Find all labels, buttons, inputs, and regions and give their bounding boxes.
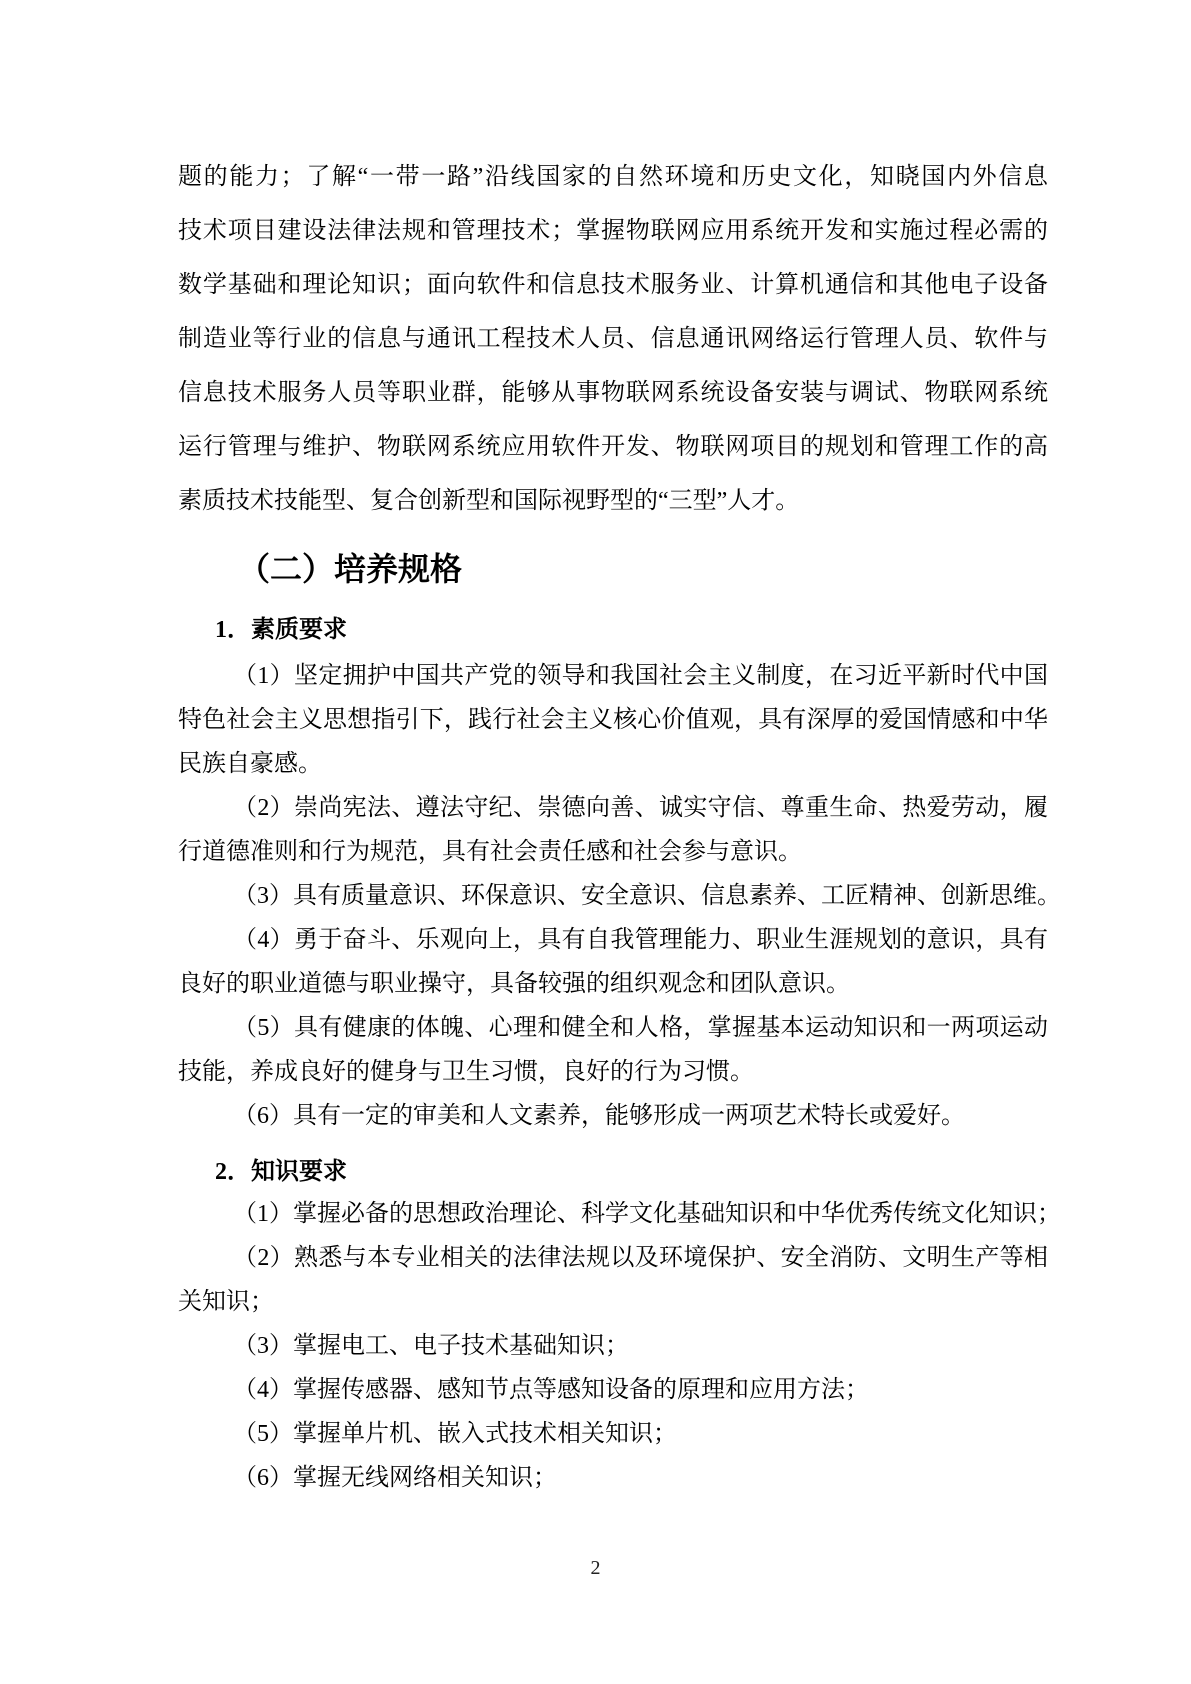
quality-requirements-list [178, 654, 1061, 1138]
page-number: 2 [590, 1557, 601, 1579]
text-line: 素质技术技能型、复合创新型和国际视野型的“三型”人才。 [178, 488, 800, 514]
text-line: 题的能力；了解“一带一路”沿线国家的自然环境和历史文化，知晓国内外信息 [178, 164, 1048, 190]
text-line: 技能，养成良好的健身与卫生习惯，良好的行为习惯。 [178, 1059, 754, 1085]
paragraph [178, 786, 1048, 874]
paragraph [178, 1192, 1061, 1236]
subsection-heading-quality-requirements: 1．素质要求 [215, 617, 347, 643]
text-line: 良好的职业道德与职业操守，具备较强的组织观念和团队意识。 [178, 971, 850, 997]
paragraph [178, 918, 1048, 1006]
text-line: 制造业等行业的信息与通讯工程技术人员、信息通讯网络运行管理人员、软件与 [178, 326, 1048, 352]
text-line: 技术项目建设法律法规和管理技术；掌握物联网应用系统开发和实施过程必需的 [178, 218, 1048, 244]
text-line: （3）掌握电工、电子技术基础知识； [233, 1333, 629, 1359]
text-line: （2）崇尚宪法、遵法守纪、崇德向善、诚实守信、尊重生命、热爱劳动，履 [233, 795, 1048, 821]
document-content [178, 0, 1061, 1500]
knowledge-requirements-list [178, 1192, 1061, 1500]
text-line: （3）具有质量意识、环保意识、安全意识、信息素养、工匠精神、创新思维。 [233, 883, 1061, 909]
paragraph [178, 874, 1061, 918]
paragraph [178, 150, 1048, 528]
paragraph [178, 1094, 1048, 1138]
text-line: （4）勇于奋斗、乐观向上，具有自我管理能力、职业生涯规划的意识，具有 [233, 927, 1048, 953]
text-line: （2）熟悉与本专业相关的法律法规以及环境保护、安全消防、文明生产等相 [233, 1245, 1048, 1271]
intro-paragraph [178, 150, 1048, 528]
text-line: 关知识； [178, 1289, 274, 1315]
text-line: （6）掌握无线网络相关知识； [233, 1465, 557, 1491]
paragraph [178, 1368, 1048, 1412]
subsection-heading-knowledge-requirements: 2．知识要求 [215, 1159, 347, 1185]
text-line: 信息技术服务人员等职业群，能够从事物联网系统设备安装与调试、物联网系统 [178, 380, 1048, 406]
paragraph [178, 1412, 1048, 1456]
paragraph [178, 654, 1048, 786]
paragraph [178, 1236, 1048, 1324]
text-line: 特色社会主义思想指引下，践行社会主义核心价值观，具有深厚的爱国情感和中华 [178, 707, 1048, 733]
text-line: （1）坚定拥护中国共产党的领导和我国社会主义制度，在习近平新时代中国 [233, 663, 1048, 689]
text-line: （1）掌握必备的思想政治理论、科学文化基础知识和中华优秀传统文化知识； [233, 1201, 1061, 1227]
text-line: （5）掌握单片机、嵌入式技术相关知识； [233, 1421, 677, 1447]
paragraph [178, 1324, 1048, 1368]
text-line: （5）具有健康的体魄、心理和健全和人格，掌握基本运动知识和一两项运动 [233, 1015, 1048, 1041]
text-line: （6）具有一定的审美和人文素养，能够形成一两项艺术特长或爱好。 [233, 1103, 965, 1129]
text-line: 民族自豪感。 [178, 751, 322, 777]
text-line: 行道德准则和行为规范，具有社会责任感和社会参与意识。 [178, 839, 802, 865]
text-line: 数学基础和理论知识；面向软件和信息技术服务业、计算机通信和其他电子设备 [178, 272, 1048, 298]
paragraph [178, 1456, 1048, 1500]
section-heading: （二）培养规格 [238, 551, 463, 587]
paragraph [178, 1006, 1048, 1094]
text-line: （4）掌握传感器、感知节点等感知设备的原理和应用方法； [233, 1377, 869, 1403]
text-line: 运行管理与维护、物联网系统应用软件开发、物联网项目的规划和管理工作的高 [178, 434, 1048, 460]
